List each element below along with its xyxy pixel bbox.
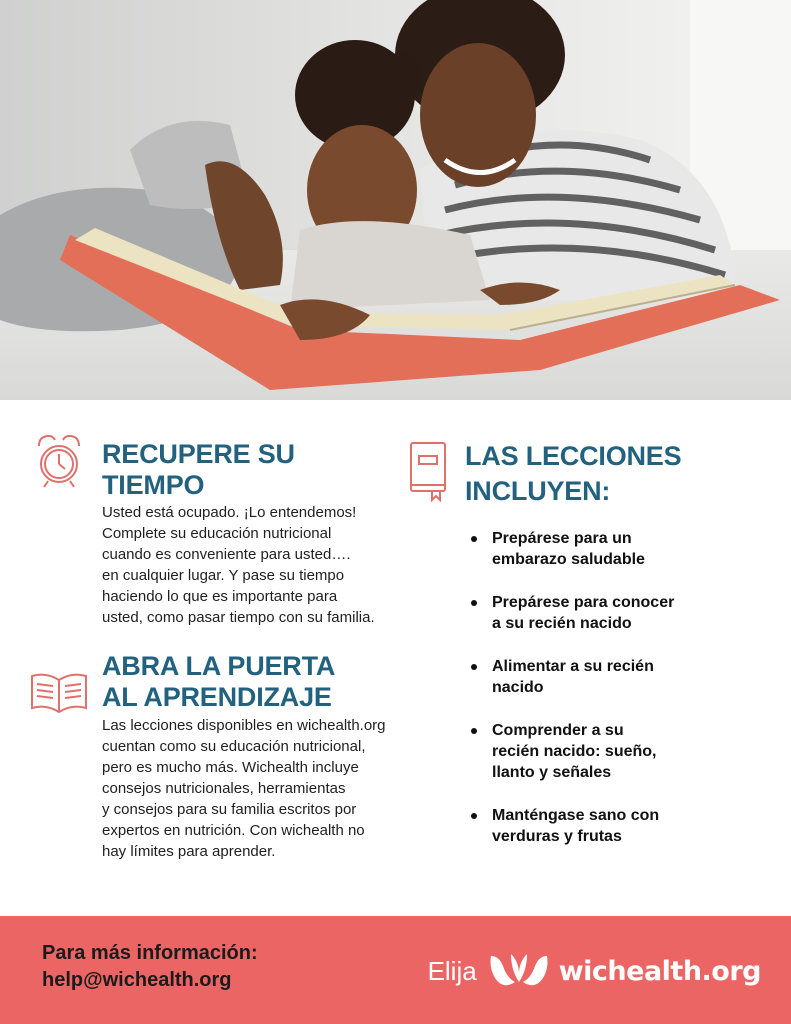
footer-info-label: Para más información: xyxy=(42,942,258,964)
recupere-heading-line2: TIEMPO xyxy=(102,470,205,500)
open-book-icon xyxy=(28,670,90,716)
lecciones-heading-line2: INCLUYEN: xyxy=(465,476,611,506)
abra-heading xyxy=(102,651,335,713)
footer-info xyxy=(42,940,258,994)
wichealth-logo-icon xyxy=(489,952,549,990)
lesson-text: Prepárese para un embarazo saludable xyxy=(492,530,645,568)
list-item xyxy=(470,805,730,847)
lessons-list xyxy=(470,528,730,869)
footer-banner xyxy=(0,916,791,1024)
bullet-icon xyxy=(471,536,477,542)
brand-lockup[interactable] xyxy=(428,950,761,992)
recupere-body: Usted está ocupado. ¡Lo entendemos! Complete su educación nutricional cuando es conveniente para usted…. en cualquier lugar. Y pase su tiempo haciendo lo que es importante para usted, como pasar tiempo con su familia. xyxy=(102,504,375,626)
abra-heading-line2: AL APRENDIZAJE xyxy=(102,682,332,712)
hero-photo xyxy=(0,0,791,400)
closed-book-icon xyxy=(408,440,448,502)
recupere-heading-line1: RECUPERE SU xyxy=(102,439,295,469)
abra-body: Las lecciones disponibles en wichealth.org cuentan como su educación nutricional, pero es mucho más. Wichealth incluye consejos nutricionales, herramientas y consejos para su familia escritos por expertos en nutrición. Con wichealth no hay límites para aprender. xyxy=(102,717,386,860)
brand-name: wichealth.org xyxy=(558,955,761,987)
list-item xyxy=(470,592,730,634)
bullet-icon xyxy=(471,728,477,734)
footer-email-link[interactable]: help@wichealth.org xyxy=(42,969,232,991)
brand-tagline: Elija xyxy=(427,955,477,986)
lesson-text: Manténgase sano con verduras y frutas xyxy=(492,807,660,845)
bullet-icon xyxy=(471,600,477,606)
lecciones-heading xyxy=(465,439,681,509)
lesson-text: Alimentar a su recién nacido xyxy=(492,658,654,696)
list-item xyxy=(470,720,730,783)
lecciones-heading-line1: LAS LECCIONES xyxy=(465,441,682,471)
lesson-text: Prepárese para conocer a su recién nacido xyxy=(492,594,675,632)
alarm-clock-icon xyxy=(34,432,84,490)
list-item xyxy=(470,528,730,570)
bullet-icon xyxy=(471,664,477,670)
list-item xyxy=(470,656,730,698)
lesson-text: Comprender a su recién nacido: sueño, llanto y señales xyxy=(492,722,657,781)
hero-illustration xyxy=(0,0,791,400)
abra-heading-line1: ABRA LA PUERTA xyxy=(102,651,336,681)
recupere-heading xyxy=(102,439,295,501)
bullet-icon xyxy=(471,813,477,819)
